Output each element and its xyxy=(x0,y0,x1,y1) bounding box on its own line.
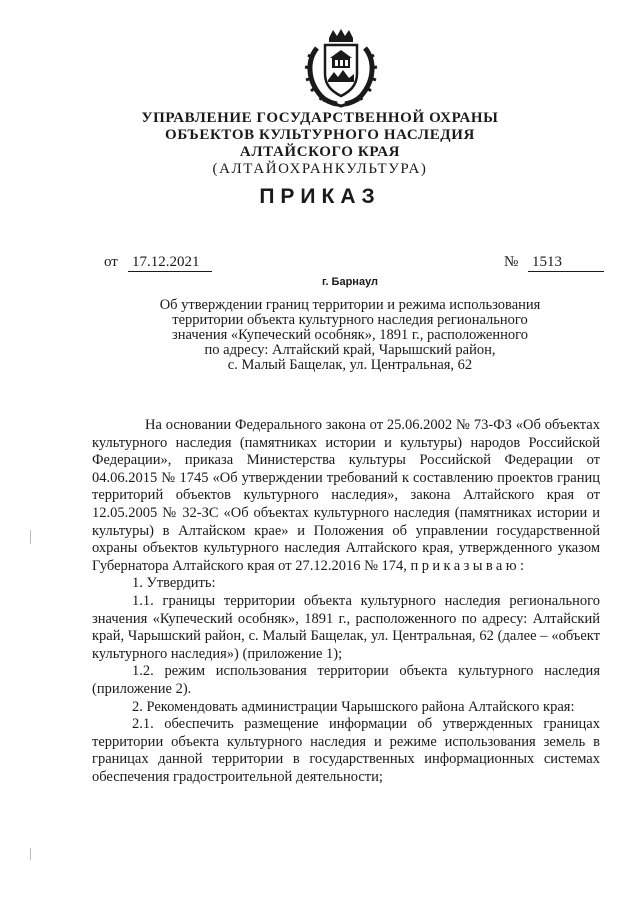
preamble-text: На основании Федерального закона от 25.06.2002 № 73-ФЗ «Об объектах культурного наследия (памятниках истории и культуры) народов Российской Федерации», приказа Министерства культуры Российской Федерации от 04.06.2015 № 1745 «Об утверждении требований к составлению проектов границ территорий объектов культурного наследия», закона Алтайского края от 12.05.2005 № 32-ЗС «Об объектах культурного наследия (памятниках истории и культуры) в Алтайском крае» и Положения об управлении государственной охраны объектов культурного наследия Алтайского края, утвержденного указом Губернатора Алтайского края от 27.12.2016 № 174, xyxy=(92,417,600,574)
subject-line-3: значения «Купеческий особняк», 1891 г., расположенного xyxy=(172,327,528,343)
item-1-1: 1.1. границы территории объекта культурного наследия регионального значения «Купеческий особняк», 1891 г., расположенного по адресу: Алтайский край, Чарышский район, с. Малый Бащелак, ул. Центральная, 62 (далее – «объект культурного наследия») (приложение 1); xyxy=(92,592,600,662)
document-title: ПРИКАЗ xyxy=(259,185,381,208)
city-name: г. Барнаул xyxy=(321,276,379,288)
item-2-1: 2.1. обеспечить размещение информации об утвержденных границах территории объекта культурного наследия и режиме использования земель в границах данной территории в государственных информационных системах обеспечения градостроительной деятельности; xyxy=(92,716,600,785)
item-1: 1. Утвердить: xyxy=(132,575,216,592)
item-1-2: 1.2. режим использования территории объекта культурного наследия (приложение 2). xyxy=(92,663,600,697)
order-word: приказываю: xyxy=(410,557,528,574)
preamble-paragraph xyxy=(92,417,600,575)
document-subject xyxy=(120,298,580,373)
agency-line-1: УПРАВЛЕНИЕ ГОСУДАРСТВЕННОЙ ОХРАНЫ xyxy=(141,110,499,126)
scan-mark xyxy=(30,530,31,544)
document-number: 1513 xyxy=(528,254,604,272)
number-prefix: № xyxy=(504,254,519,270)
document-body xyxy=(92,417,600,786)
subject-line-2: территории объекта культурного наследия регионального xyxy=(172,312,528,328)
subject-line-5: с. Малый Бащелак, ул. Центральная, 62 xyxy=(227,357,473,373)
subject-line-4: по адресу: Алтайский край, Чарышский район, xyxy=(204,342,496,358)
agency-header xyxy=(0,110,640,178)
agency-line-2: ОБЪЕКТОВ КУЛЬТУРНОГО НАСЛЕДИЯ xyxy=(165,127,475,143)
subject-line-1: Об утверждении границ территории и режима использования xyxy=(159,297,541,313)
agency-abbreviation: (АЛТАЙОХРАНКУЛЬТУРА) xyxy=(212,161,428,177)
date-prefix: от xyxy=(104,254,118,270)
coat-of-arms-emblem xyxy=(303,28,379,108)
document-date: 17.12.2021 xyxy=(128,254,212,272)
agency-line-3: АЛТАЙСКОГО КРАЯ xyxy=(239,144,401,160)
scan-mark xyxy=(30,848,31,860)
item-2: 2. Рекомендовать администрации Чарышского района Алтайского края: xyxy=(132,698,575,715)
